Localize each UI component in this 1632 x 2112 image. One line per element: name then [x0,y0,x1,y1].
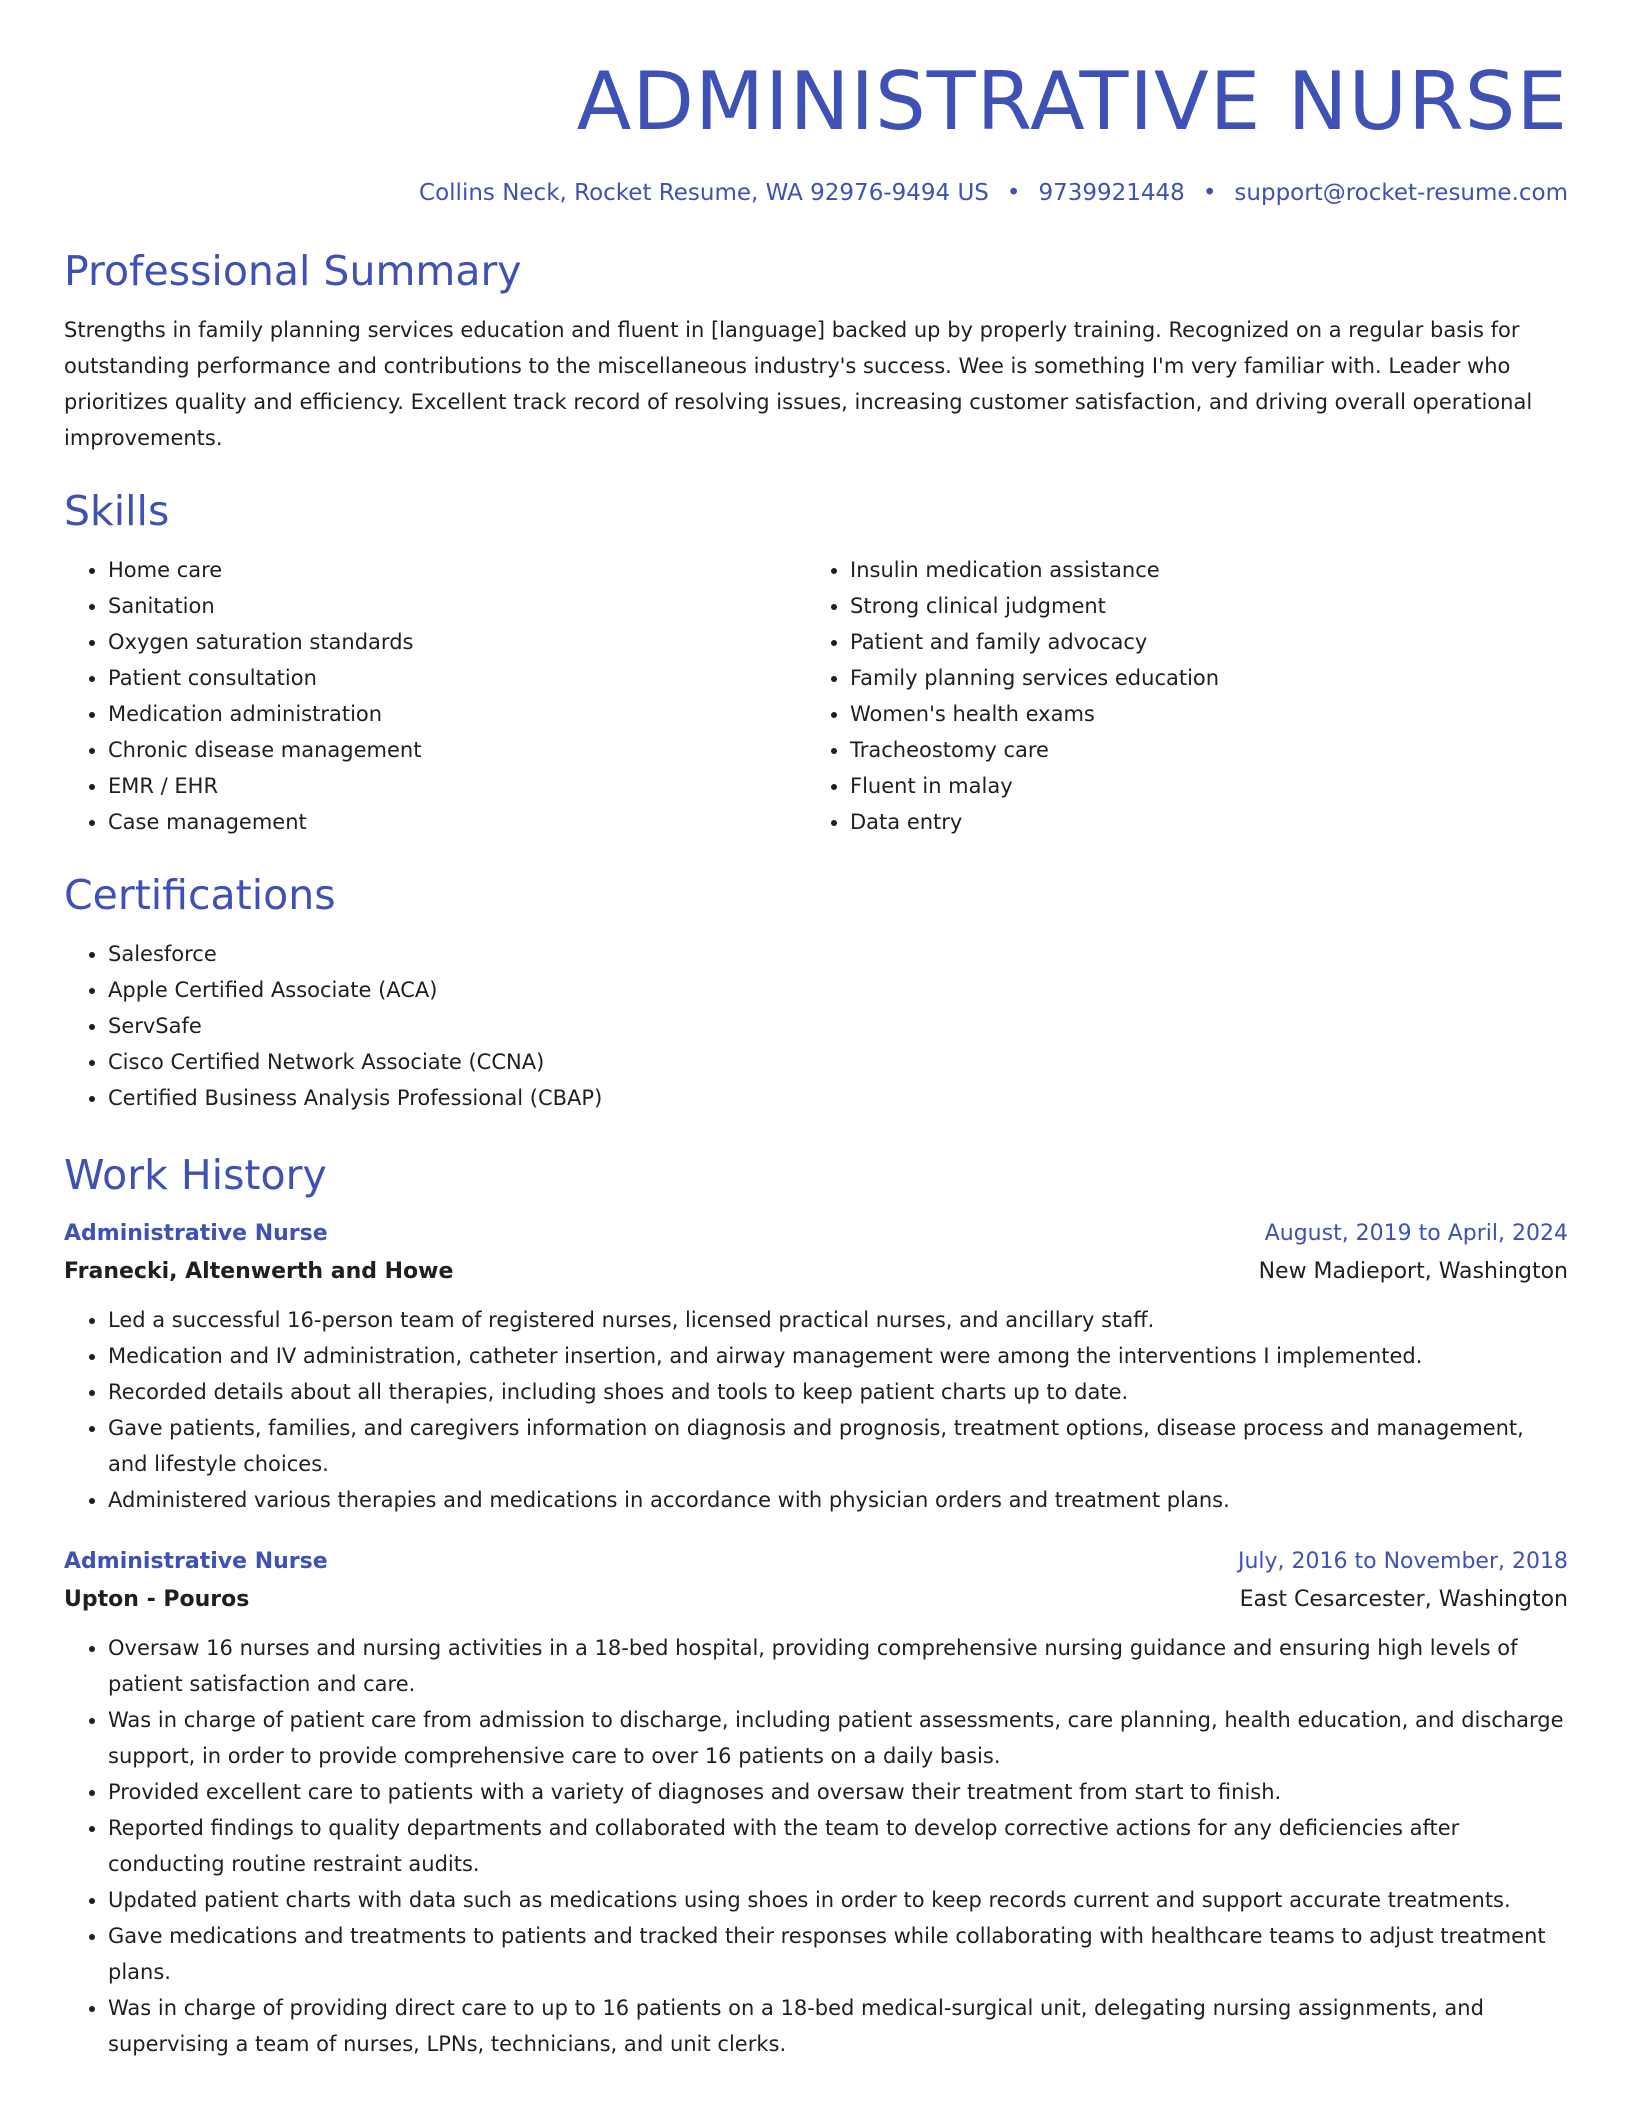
skill-item: • Sanitation [108,588,806,624]
job-company-row [64,1580,1568,1620]
skill-item: • Oxygen saturation standards [108,624,806,660]
job-duty-item: • Medication and IV administration, catheter insertion, and airway management were among the interventions I implemented. [108,1338,1568,1374]
skills-heading: Skills [64,487,170,535]
job-duty-item: • Recorded details about all therapies, including shoes and tools to keep patient charts up to date. [108,1374,1568,1410]
job-duties-list [64,1302,1568,1518]
skills-list-right [806,552,1548,840]
contact-email: support@rocket-resume.com [1234,180,1568,206]
job-entry [64,1544,1568,2062]
skill-item: • Case management [108,804,806,840]
job-entry [64,1216,1568,1518]
job-duty-item: • Updated patient charts with data such as medications using shoes in order to keep records current and support accurate treatments. [108,1882,1568,1918]
skills-list-left [64,552,806,840]
skill-item: • Strong clinical judgment [850,588,1548,624]
candidate-name: ADMINISTRATIVE NURSE [576,55,1568,148]
job-duties-list [64,1630,1568,2062]
job-duty-item: • Reported findings to quality departments and collaborated with the team to develop corrective actions for any deficiencies after conducting routine restraint audits. [108,1810,1568,1882]
skill-item: • Tracheostomy care [850,732,1548,768]
skill-item: • Women's health exams [850,696,1548,732]
job-duty-item: • Administered various therapies and medications in accordance with physician orders and treatment plans. [108,1482,1568,1518]
skill-item: • Patient and family advocacy [850,624,1548,660]
skill-item: • Home care [108,552,806,588]
skill-item: • Patient consultation [108,660,806,696]
certification-item: • Salesforce [108,936,1568,972]
skill-item: • EMR / EHR [108,768,806,804]
skill-item: • Fluent in malay [850,768,1548,804]
summary-heading: Professional Summary [64,247,522,295]
job-title-row [64,1544,1568,1580]
job-title: Administrative Nurse [64,1549,328,1574]
job-duty-item: • Oversaw 16 nurses and nursing activities in a 18-bed hospital, providing comprehensive nursing guidance and ensuring high levels of patient satisfaction and care. [108,1630,1568,1702]
skills-columns [64,552,1568,840]
job-company-row [64,1252,1568,1292]
resume-header [64,52,1568,208]
job-title: Administrative Nurse [64,1221,328,1246]
job-duty-item: • Gave patients, families, and caregivers information on diagnosis and prognosis, treatment options, disease process and management, and lifestyle choices. [108,1410,1568,1482]
certification-item: • Certified Business Analysis Professional (CBAP) [108,1080,1568,1116]
summary-text: Strengths in family planning services education and fluent in [language] backed up by properly training. Recognized on a regular basis for outstanding performance and contributions to the miscellaneous industry's success. Wee is something I'm very familiar with. Leader who prioritizes quality and efficiency. Excellent track record of resolving issues, increasing customer satisfaction, and driving overall operational improvements. [64,318,1533,450]
job-dates: July, 2016 to November, 2018 [1237,1549,1568,1574]
job-duty-item: • Was in charge of patient care from admission to discharge, including patient assessments, care planning, health education, and discharge support, in order to provide comprehensive care to over 16 patients on a daily basis. [108,1702,1568,1774]
contact-phone: 9739921448 [1038,180,1185,206]
certification-item: • ServSafe [108,1008,1568,1044]
contact-address: Collins Neck, Rocket Resume, WA 92976-9494 US [419,180,989,206]
job-duty-item: • Led a successful 16-person team of registered nurses, licensed practical nurses, and ancillary staff. [108,1302,1568,1338]
certifications-heading: Certifications [64,871,336,919]
job-company: Franecki, Altenwerth and Howe [64,1259,454,1284]
contact-line [64,178,1568,208]
skill-item: • Family planning services education [850,660,1548,696]
job-duty-item: • Provided excellent care to patients with a variety of diagnoses and oversaw their treatment from start to finish. [108,1774,1568,1810]
skill-item: • Data entry [850,804,1548,840]
skill-item: • Insulin medication assistance [850,552,1548,588]
job-title-row [64,1216,1568,1252]
certification-item: • Apple Certified Associate (ACA) [108,972,1568,1008]
work-history-heading: Work History [64,1151,327,1199]
job-duty-item: • Gave medications and treatments to patients and tracked their responses while collaborating with healthcare teams to adjust treatment plans. [108,1918,1568,1990]
job-company: Upton - Pouros [64,1587,250,1612]
job-duty-item: • Was in charge of providing direct care to up to 16 patients on a 18-bed medical-surgical unit, delegating nursing assignments, and supervising a team of nurses, LPNs, technicians, and unit clerks. [108,1990,1568,2062]
work-history-list [64,1216,1568,2062]
job-location: East Cesarcester, Washington [1239,1587,1568,1612]
certifications-list [64,936,1568,1116]
job-location: New Madieport, Washington [1258,1259,1568,1284]
job-dates: August, 2019 to April, 2024 [1264,1221,1568,1246]
contact-separator: • [1202,180,1217,206]
certification-item: • Cisco Certified Network Associate (CCNA) [108,1044,1568,1080]
contact-separator: • [1006,180,1021,206]
skill-item: • Chronic disease management [108,732,806,768]
skill-item: • Medication administration [108,696,806,732]
